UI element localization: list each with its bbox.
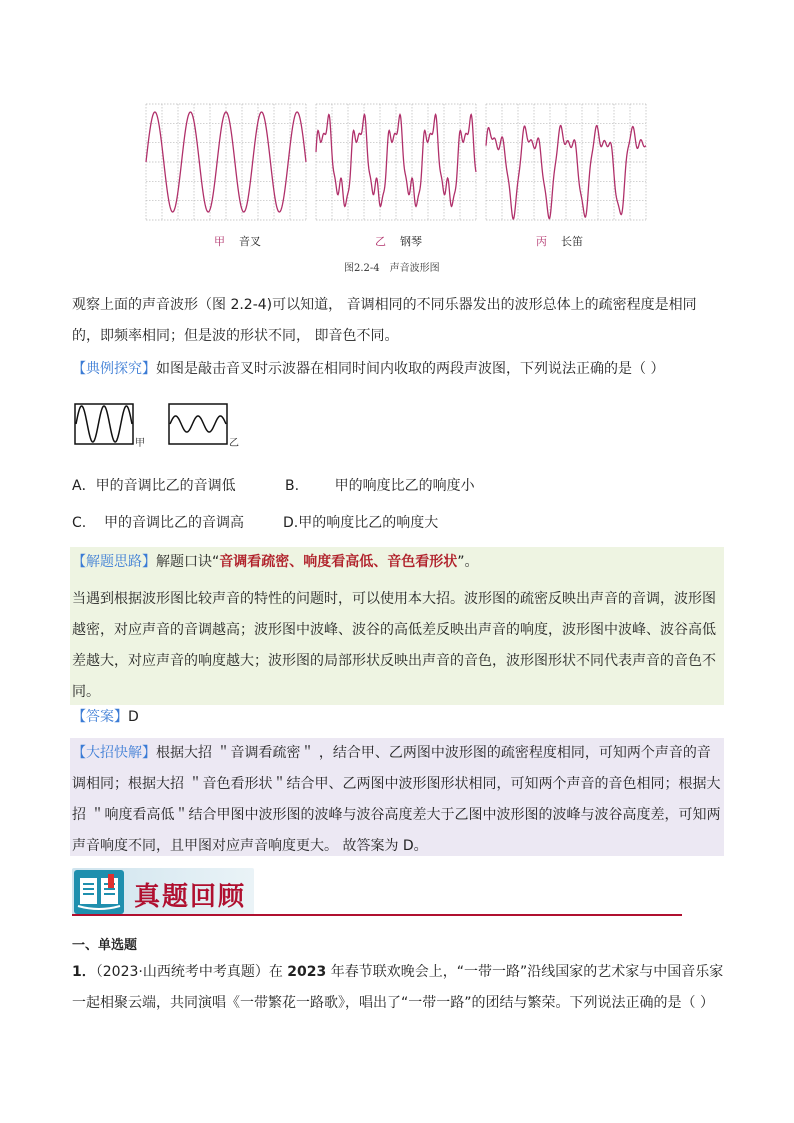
answer-tag: 【答案】 [72, 709, 128, 725]
banner-underline [72, 914, 682, 916]
example-wave-jia [74, 403, 154, 447]
quick-body: 根据大招 ＂音调看疏密＂ ，结合甲、乙两图中波形图的疏密程度相同，可知两个声音的音调相同；根据大招 ＂音色看形状＂结合甲、乙两图中波形图形状相同，可知两个声音的音色相同；根据大招 ＂响度看高低＂结合甲图中波形图的波峰与波谷高度差大于乙图中波形图的波峰与波谷高度差，可知两声音响度不同，且甲图对应声音响度更大。 故答案为 D。 [72, 745, 721, 854]
solution-mnemonic: 音调看疏密、响度看高低、音色看形状 [219, 554, 458, 570]
waveform-panel-flute [486, 104, 646, 220]
section-heading: 一、单选题 [72, 938, 138, 953]
question-1-text-a: 在 [268, 964, 288, 980]
question-1-number: 1． [72, 964, 96, 980]
solution-lead: 解题口诀“ [156, 554, 220, 570]
answer-value: D [128, 709, 139, 725]
example-wave-yi-label: 乙 [229, 438, 239, 449]
panel-label-flute: 丙 长笛 [536, 235, 583, 248]
question-1 [72, 957, 724, 1019]
panel-label-piano: 乙 钢琴 [375, 235, 422, 248]
solution-body: 当遇到根据波形图比较声音的特性的问题时，可以使用本大招。波形图的疏密反映出声音的音调，波形图越密，对应声音的音调越高；波形图中波峰、波谷的高低差反映出声音的响度，波形图中波峰、波谷高低差越大，对应声音的响度越大；波形图的局部形状反映出声音的音色，波形图形状不同代表声音的音色不同。 [72, 591, 716, 700]
book-icon [74, 870, 124, 914]
waveform-panel-tuning [146, 104, 306, 220]
solution-heading [72, 547, 722, 578]
solution-tag: 【解题思路】 [72, 554, 156, 570]
panel-label-tuning-fork: 甲 音叉 [214, 235, 261, 248]
option-d: D.甲的响度比乙的响度大 [283, 515, 439, 531]
example-wave-yi [168, 403, 248, 447]
figure-caption: 图2.2-4 声音波形图 [344, 263, 440, 274]
example-wave-jia-label: 甲 [135, 438, 145, 449]
solution-tail: ”。 [457, 554, 479, 570]
intro-paragraph: 观察上面的声音波形（图 2.2-4)可以知道， 音调相同的不同乐器发出的波形总体上的疏密程度是相同的，即频率相同；但是波的形状不同， 即音色不同。 [72, 297, 697, 344]
quick-text [72, 738, 724, 862]
question-1-text-b: 年春节联欢晚会上，“一带一路”沿线国家的艺术家与中国音乐家一起相聚云端，共同演唱《一带繁花一路歌》，唱出了“一带一路”的团结与繁荣。下列说法正确的是（ ） [72, 964, 724, 1011]
waveform-panel-piano [316, 104, 476, 220]
answer-line [72, 702, 139, 733]
option-a: A．甲的音调比乙的音调低 [72, 478, 236, 494]
banner-title: 真题回顾 [134, 882, 247, 912]
section-banner [70, 866, 690, 922]
waveform-svg [140, 100, 650, 225]
waveform-line-flute [486, 125, 646, 219]
option-b: B. 甲的响度比乙的响度小 [285, 478, 475, 494]
example-question-text: 如图是敲击音叉时示波器在相同时间内收取的两段声波图，下列说法正确的是（ ） [156, 361, 665, 377]
example-question [72, 354, 724, 385]
option-c: C. 甲的音调比乙的音调高 [72, 515, 245, 531]
question-1-source: （2023·山西统考中考真题） [95, 964, 269, 980]
quick-tag: 【大招快解】 [72, 745, 156, 761]
question-1-year: 2023 [287, 964, 327, 980]
example-tag: 【典例探究】 [72, 361, 156, 377]
